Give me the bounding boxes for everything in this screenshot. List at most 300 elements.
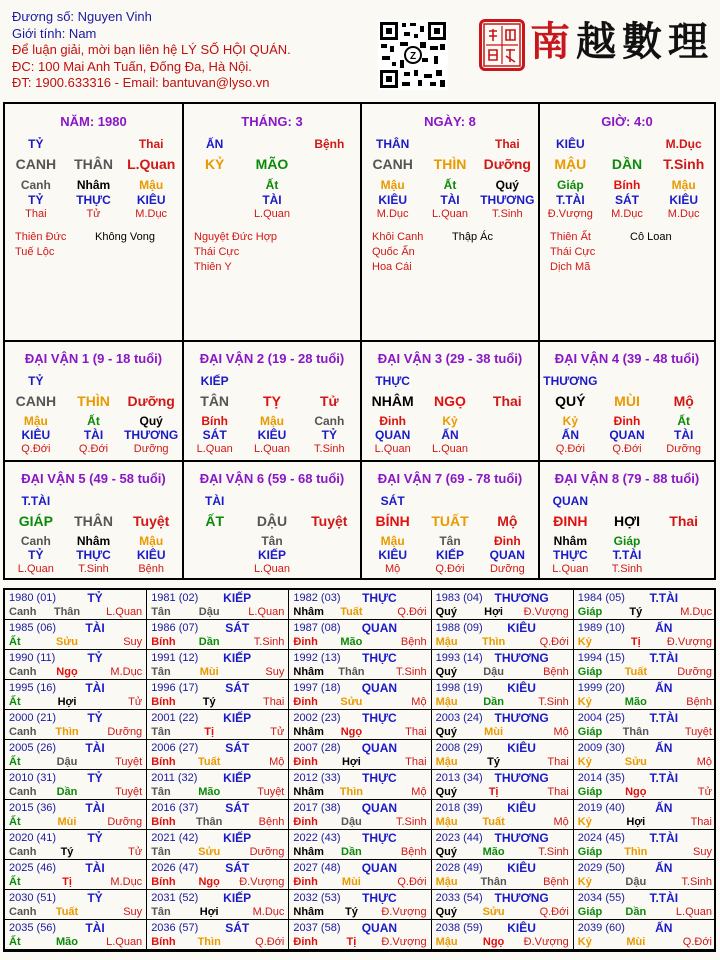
year-phase: Suy: [265, 666, 285, 678]
cell-value: Dưỡng: [483, 156, 531, 172]
cell-value: Mộ: [385, 563, 401, 575]
year-stem: Kỷ: [577, 696, 592, 708]
year-label: 1980 (01): [9, 592, 57, 604]
cell-value: KIÊU: [136, 548, 166, 562]
cell-value: THÌN: [77, 393, 110, 409]
year-label: 2017 (38): [293, 802, 341, 814]
year-stem: Bính: [151, 876, 176, 888]
year-branch: Dần: [625, 906, 647, 918]
year-stem: Ất: [9, 876, 21, 888]
cell-row: [364, 513, 536, 529]
year-cell: [147, 620, 289, 650]
pillar-title: NGÀY: 8: [424, 114, 476, 129]
qr-code-icon: [378, 20, 448, 90]
year-label: 2018 (39): [435, 802, 483, 814]
year-cell: [289, 860, 431, 890]
year-phase: Đ.Vượng: [523, 606, 569, 618]
year-label: 2004 (25): [577, 712, 625, 724]
year-label: 1983 (04): [435, 592, 483, 604]
cell-row: [7, 414, 180, 428]
year-label: 2022 (43): [293, 832, 341, 844]
cell-value: KIÊU: [257, 428, 287, 442]
cell-value: [655, 548, 712, 562]
year-phase: Mộ: [269, 756, 285, 768]
cell-value: THƯƠNG: [124, 428, 179, 442]
year-branch: Sửu: [340, 696, 363, 708]
year-cell: [432, 920, 574, 950]
cell-value: THỰC: [76, 548, 111, 562]
year-cell: [147, 800, 289, 830]
dai-van-cell: [362, 342, 540, 462]
cell-row: [186, 178, 358, 192]
year-ten-god: ẤN: [655, 861, 673, 875]
year-branch: Mùi: [57, 816, 77, 828]
year-label: 2033 (54): [435, 892, 483, 904]
year-ten-god: KIẾP: [223, 831, 252, 845]
gender: Giới tính: Nam: [12, 25, 97, 41]
cell-value: KIÊU: [378, 193, 407, 207]
year-label: 1988 (09): [435, 622, 483, 634]
year-cell: [289, 680, 431, 710]
cell-value: TỶ: [28, 374, 44, 388]
year-branch: Hợi: [199, 906, 219, 918]
year-label: 1997 (18): [293, 682, 341, 694]
cell-row: [7, 393, 180, 409]
year-phase: T.Sinh: [538, 846, 569, 858]
cell-value: T.TÀI: [21, 494, 51, 508]
pillar-cell: [184, 104, 362, 342]
year-ten-god: THỰC: [362, 891, 397, 905]
cell-value: Mộ: [673, 393, 694, 409]
cell-value: Quý: [495, 178, 519, 192]
cell-value: THÂN: [74, 156, 113, 172]
year-stem: Đinh: [293, 756, 318, 768]
cell-value: Tân: [261, 534, 283, 548]
cell-value: [301, 178, 358, 192]
year-label: 1990 (11): [9, 652, 56, 664]
year-ten-god: ẤN: [655, 621, 673, 635]
dai-van-cell: [5, 342, 184, 462]
cell-value: [655, 494, 712, 508]
year-label: 1994 (15): [577, 652, 625, 664]
cell-value: Nhâm: [76, 534, 111, 548]
year-stem: Bính: [151, 936, 176, 948]
cell-value: Mậu: [380, 178, 405, 192]
year-label: 2007 (28): [293, 742, 341, 754]
cell-value: [655, 374, 712, 388]
cell-row: [7, 428, 180, 442]
cell-value: TUẤT: [431, 513, 469, 529]
year-branch: Mão: [624, 696, 647, 708]
year-ten-god: T.TÀI: [649, 651, 679, 665]
year-ten-god: KIÊU: [507, 681, 536, 695]
red-seal-logo: [479, 19, 525, 71]
cell-value: Kỷ: [442, 414, 458, 428]
year-cell: [5, 710, 147, 740]
cell-value: [65, 494, 123, 508]
cell-value: QUAN: [552, 494, 588, 508]
year-branch: Tị: [62, 876, 72, 888]
year-phase: Q.Đới: [397, 876, 427, 888]
year-cell: [289, 740, 431, 770]
cell-row: [186, 393, 358, 409]
year-ten-god: QUAN: [361, 681, 398, 695]
year-ten-god: QUAN: [361, 621, 398, 635]
header-info: [12, 9, 291, 92]
cell-value: L.Quan: [431, 208, 469, 220]
year-cell: [432, 890, 574, 920]
dai-van-title: ĐẠI VẬN 7 (69 - 78 tuổi): [377, 471, 523, 486]
year-phase: Dưỡng: [677, 666, 712, 678]
year-phase: L.Quan: [675, 906, 712, 918]
cell-value: TỶ: [28, 548, 44, 562]
cell-value: Đinh: [493, 534, 521, 548]
dai-van-title: ĐẠI VẬN 3 (29 - 38 tuổi): [377, 351, 523, 366]
year-branch: Dậu: [625, 876, 647, 888]
year-label: 2003 (24): [435, 712, 483, 724]
cell-value: Ất: [677, 414, 691, 428]
cell-value: [599, 494, 656, 508]
cell-value: TỴ: [263, 393, 281, 409]
cell-row: [7, 494, 180, 508]
year-cell: [289, 920, 431, 950]
year-branch: Dần: [483, 696, 504, 708]
cell-row: [364, 443, 536, 455]
star-name: Tuế Lộc: [15, 246, 55, 258]
cell-value: Bệnh: [314, 137, 345, 151]
year-ten-god: THƯƠNG: [494, 831, 549, 845]
year-cell: [147, 830, 289, 860]
cell-value: THỰC: [553, 548, 588, 562]
year-cell: [574, 920, 716, 950]
year-branch: Tý: [60, 846, 74, 858]
year-ten-god: TÀI: [85, 921, 105, 935]
year-label: 1981 (02): [151, 592, 199, 604]
year-stem: Mậu: [435, 876, 458, 888]
cell-row: [542, 208, 712, 220]
cell-value: THÂN: [74, 513, 113, 529]
year-phase: Q.Đới: [397, 606, 427, 618]
stars-left: [194, 230, 277, 275]
year-stem: Nhâm: [293, 906, 324, 918]
year-stem: Tân: [151, 606, 171, 618]
year-label: 2009 (30): [577, 742, 625, 754]
year-branch: Mùi: [341, 876, 361, 888]
cell-value: Q.Đới: [435, 563, 465, 575]
pillar-cell: [540, 104, 714, 342]
year-stem: Canh: [9, 906, 37, 918]
cell-value: [421, 374, 478, 388]
year-stem: Nhâm: [293, 846, 324, 858]
year-phase: M.Dục: [110, 666, 143, 678]
cell-value: Canh: [20, 178, 51, 192]
cell-value: KỶ: [204, 156, 225, 172]
cell-row: [7, 563, 180, 575]
year-phase: Bệnh: [400, 846, 427, 858]
pillar-title: THÁNG: 3: [241, 114, 303, 129]
cell-row: [364, 374, 536, 388]
cell-value: ẤN: [441, 428, 459, 442]
cell-value: SÁT: [202, 428, 227, 442]
year-stem: Kỷ: [577, 876, 592, 888]
year-label: 1987 (08): [293, 622, 341, 634]
year-branch: Thìn: [55, 726, 79, 738]
pillar-cell: [5, 104, 184, 342]
year-label: 2030 (51): [9, 892, 57, 904]
cell-row: [542, 443, 712, 455]
cell-row: [364, 208, 536, 220]
cell-value: TÀI: [674, 428, 694, 442]
year-ten-god: TỶ: [87, 651, 103, 665]
cell-value: Tuyệt: [311, 513, 348, 529]
cell-value: [479, 494, 536, 508]
year-ten-god: THƯƠNG: [494, 771, 549, 785]
cell-value: [186, 563, 243, 575]
year-cell: [147, 590, 289, 620]
year-ten-god: KIẾP: [223, 711, 252, 725]
cell-value: [186, 178, 243, 192]
cell-value: Bính: [201, 414, 228, 428]
cell-value: Tân: [439, 534, 461, 548]
cell-value: Q.Đới: [555, 443, 585, 455]
year-branch: Sửu: [624, 756, 647, 768]
year-label: 1991 (12): [151, 652, 199, 664]
cell-value: NGỌ: [434, 393, 466, 409]
year-ten-god: SÁT: [225, 801, 250, 815]
cell-row: [7, 156, 180, 172]
year-branch: Dậu: [483, 666, 504, 678]
cell-value: T.Sinh: [314, 443, 345, 455]
year-branch: Dần: [341, 846, 362, 858]
dai-van-title: ĐẠI VẬN 5 (49 - 58 tuổi): [21, 471, 166, 486]
year-stem: Ất: [9, 636, 21, 648]
cell-value: TÀI: [262, 193, 282, 207]
year-ten-god: THỰC: [362, 771, 397, 785]
cell-value: [599, 137, 656, 151]
cell-value: TÀI: [440, 193, 460, 207]
year-cell: [574, 800, 716, 830]
year-cell: [289, 650, 431, 680]
year-phase: Thai: [690, 816, 712, 828]
year-branch: Ngọ: [340, 726, 363, 738]
cell-value: [243, 137, 300, 151]
star-name: Thái Cực: [550, 246, 596, 258]
year-ten-god: THƯƠNG: [494, 711, 549, 725]
cell-value: Dưỡng: [666, 443, 702, 455]
cell-value: Thai: [138, 137, 164, 151]
year-phase: Mộ: [696, 756, 712, 768]
year-label: 2019 (40): [577, 802, 625, 814]
cell-value: CANH: [372, 156, 413, 172]
year-label: 2028 (49): [435, 862, 483, 874]
cell-value: MÃO: [255, 156, 289, 172]
year-label: 2021 (42): [151, 832, 199, 844]
cell-value: Mậu: [259, 414, 284, 428]
cell-value: Nhâm: [76, 178, 111, 192]
year-stem: Mậu: [435, 816, 458, 828]
cell-row: [542, 534, 712, 548]
year-ten-god: KIÊU: [507, 921, 536, 935]
star-name: Dịch Mã: [550, 261, 591, 273]
cell-row: [186, 534, 358, 548]
year-stem: Kỷ: [577, 756, 592, 768]
year-cell: [574, 680, 716, 710]
cell-value: THỰC: [76, 193, 111, 207]
year-cell: [574, 590, 716, 620]
year-cell: [574, 770, 716, 800]
stars-left: [15, 230, 66, 260]
cell-value: TỶ: [28, 137, 44, 151]
year-phase: T.Sinh: [681, 876, 712, 888]
year-cell: [574, 860, 716, 890]
year-cell: [147, 710, 289, 740]
cell-value: THỰC: [375, 374, 410, 388]
year-phase: Mộ: [411, 786, 427, 798]
dai-van-title: ĐẠI VẬN 8 (79 - 88 tuổi): [554, 471, 700, 486]
year-phase: Q.Đới: [539, 636, 569, 648]
year-ten-god: T.TÀI: [649, 711, 679, 725]
cell-value: [301, 563, 358, 575]
cell-value: L.Quan: [552, 563, 589, 575]
year-cell: [432, 800, 574, 830]
year-label: 2010 (31): [9, 772, 57, 784]
year-branch: Tuất: [624, 666, 647, 678]
year-stem: Đinh: [293, 636, 318, 648]
cell-value: TÀI: [83, 428, 104, 442]
year-stem: Nhâm: [293, 606, 324, 618]
year-cell: [289, 830, 431, 860]
year-cell: [147, 680, 289, 710]
year-ten-god: ẤN: [655, 681, 673, 695]
cell-value: Đinh: [613, 414, 641, 428]
year-label: 2015 (36): [9, 802, 57, 814]
cell-value: Đ.Vượng: [547, 208, 593, 220]
cell-row: [364, 414, 536, 428]
year-phase: Bệnh: [543, 666, 569, 678]
year-phase: Q.Đới: [682, 936, 712, 948]
owner-name: Đương số: Nguyen Vinh: [12, 9, 152, 24]
cell-value: Q.Đới: [21, 443, 51, 455]
year-phase: Q.Đới: [539, 906, 569, 918]
cell-value: Mộ: [497, 513, 518, 529]
cell-row: [186, 428, 358, 442]
brand-logo: 南越數理: [530, 18, 714, 65]
dai-van-cell: [184, 462, 362, 580]
year-branch: Mùi: [626, 936, 646, 948]
cell-value: ẤN: [561, 428, 579, 442]
year-stem: Kỷ: [577, 636, 592, 648]
year-branch: Sửu: [198, 846, 221, 858]
cell-value: M.Dục: [135, 208, 168, 220]
cell-value: Tử: [86, 208, 101, 220]
year-branch: Dần: [198, 636, 220, 648]
cell-value: Kỷ: [562, 414, 578, 428]
year-cell: [289, 590, 431, 620]
year-label: 2023 (44): [435, 832, 483, 844]
year-stem: Canh: [9, 606, 37, 618]
cell-row: [7, 513, 180, 529]
cell-value: [421, 137, 478, 151]
year-stem: Bính: [151, 696, 176, 708]
year-phase: Thai: [405, 756, 427, 768]
year-cell: [574, 650, 716, 680]
year-cell: [289, 770, 431, 800]
year-stem: Nhâm: [293, 666, 324, 678]
year-ten-god: T.TÀI: [649, 891, 679, 905]
cell-value: L.Quan: [253, 208, 291, 220]
year-branch: Thân: [338, 666, 365, 678]
year-cell: [574, 740, 716, 770]
cell-value: KIẾP: [257, 548, 286, 562]
cell-value: Bệnh: [138, 563, 165, 575]
year-ten-god: TÀI: [85, 621, 105, 635]
star-name: Thiên Đức: [15, 231, 67, 243]
cell-value: [301, 208, 358, 220]
cell-value: Mậu: [380, 534, 405, 548]
cell-row: [186, 563, 358, 575]
year-stem: Ất: [9, 756, 21, 768]
year-ten-god: TỶ: [87, 591, 103, 605]
year-ten-god: TỶ: [87, 831, 103, 845]
year-label: 2024 (45): [577, 832, 625, 844]
cell-value: TỶ: [28, 193, 44, 207]
year-cell: [5, 650, 147, 680]
year-branch: Tuất: [197, 756, 221, 768]
cell-value: Nhâm: [553, 534, 587, 548]
year-branch: Dậu: [56, 756, 78, 768]
year-cell: [5, 770, 147, 800]
cell-row: [186, 137, 358, 151]
cell-row: [542, 156, 712, 172]
year-branch: Tý: [344, 906, 358, 918]
year-stem: Tân: [151, 846, 171, 858]
cell-row: [7, 208, 180, 220]
cell-row: [364, 428, 536, 442]
cell-row: [7, 548, 180, 562]
year-stem: Quý: [435, 666, 457, 678]
cell-value: HỢI: [614, 513, 640, 529]
cell-row: [364, 563, 536, 575]
dai-van-cell: [184, 342, 362, 462]
cell-value: Thai: [25, 208, 47, 220]
year-label: 2032 (53): [293, 892, 341, 904]
year-label: 2037 (58): [293, 922, 341, 934]
year-branch: Dần: [56, 786, 78, 798]
year-stem: Tân: [151, 726, 171, 738]
cell-row: [364, 393, 536, 409]
cell-row: [186, 156, 358, 172]
cell-row: [186, 513, 358, 529]
pillar-title: NĂM: 1980: [60, 114, 127, 129]
year-label: 2036 (57): [151, 922, 199, 934]
year-ten-god: TỶ: [87, 891, 103, 905]
year-branch: Thìn: [197, 936, 221, 948]
year-branch: Thìn: [624, 846, 648, 858]
year-stem: Kỷ: [577, 816, 592, 828]
year-cell: [289, 710, 431, 740]
year-stem: Canh: [9, 666, 37, 678]
cell-row: [542, 193, 712, 207]
year-cell: [289, 620, 431, 650]
year-phase: Tuyệt: [684, 726, 712, 738]
year-ten-god: SÁT: [225, 621, 250, 635]
cell-value: QUAN: [374, 428, 411, 442]
star-name: Thiên Ất: [550, 231, 591, 243]
year-label: 2014 (35): [577, 772, 625, 784]
stars-right: [95, 230, 155, 245]
year-cell: [432, 860, 574, 890]
cell-value: [479, 374, 536, 388]
